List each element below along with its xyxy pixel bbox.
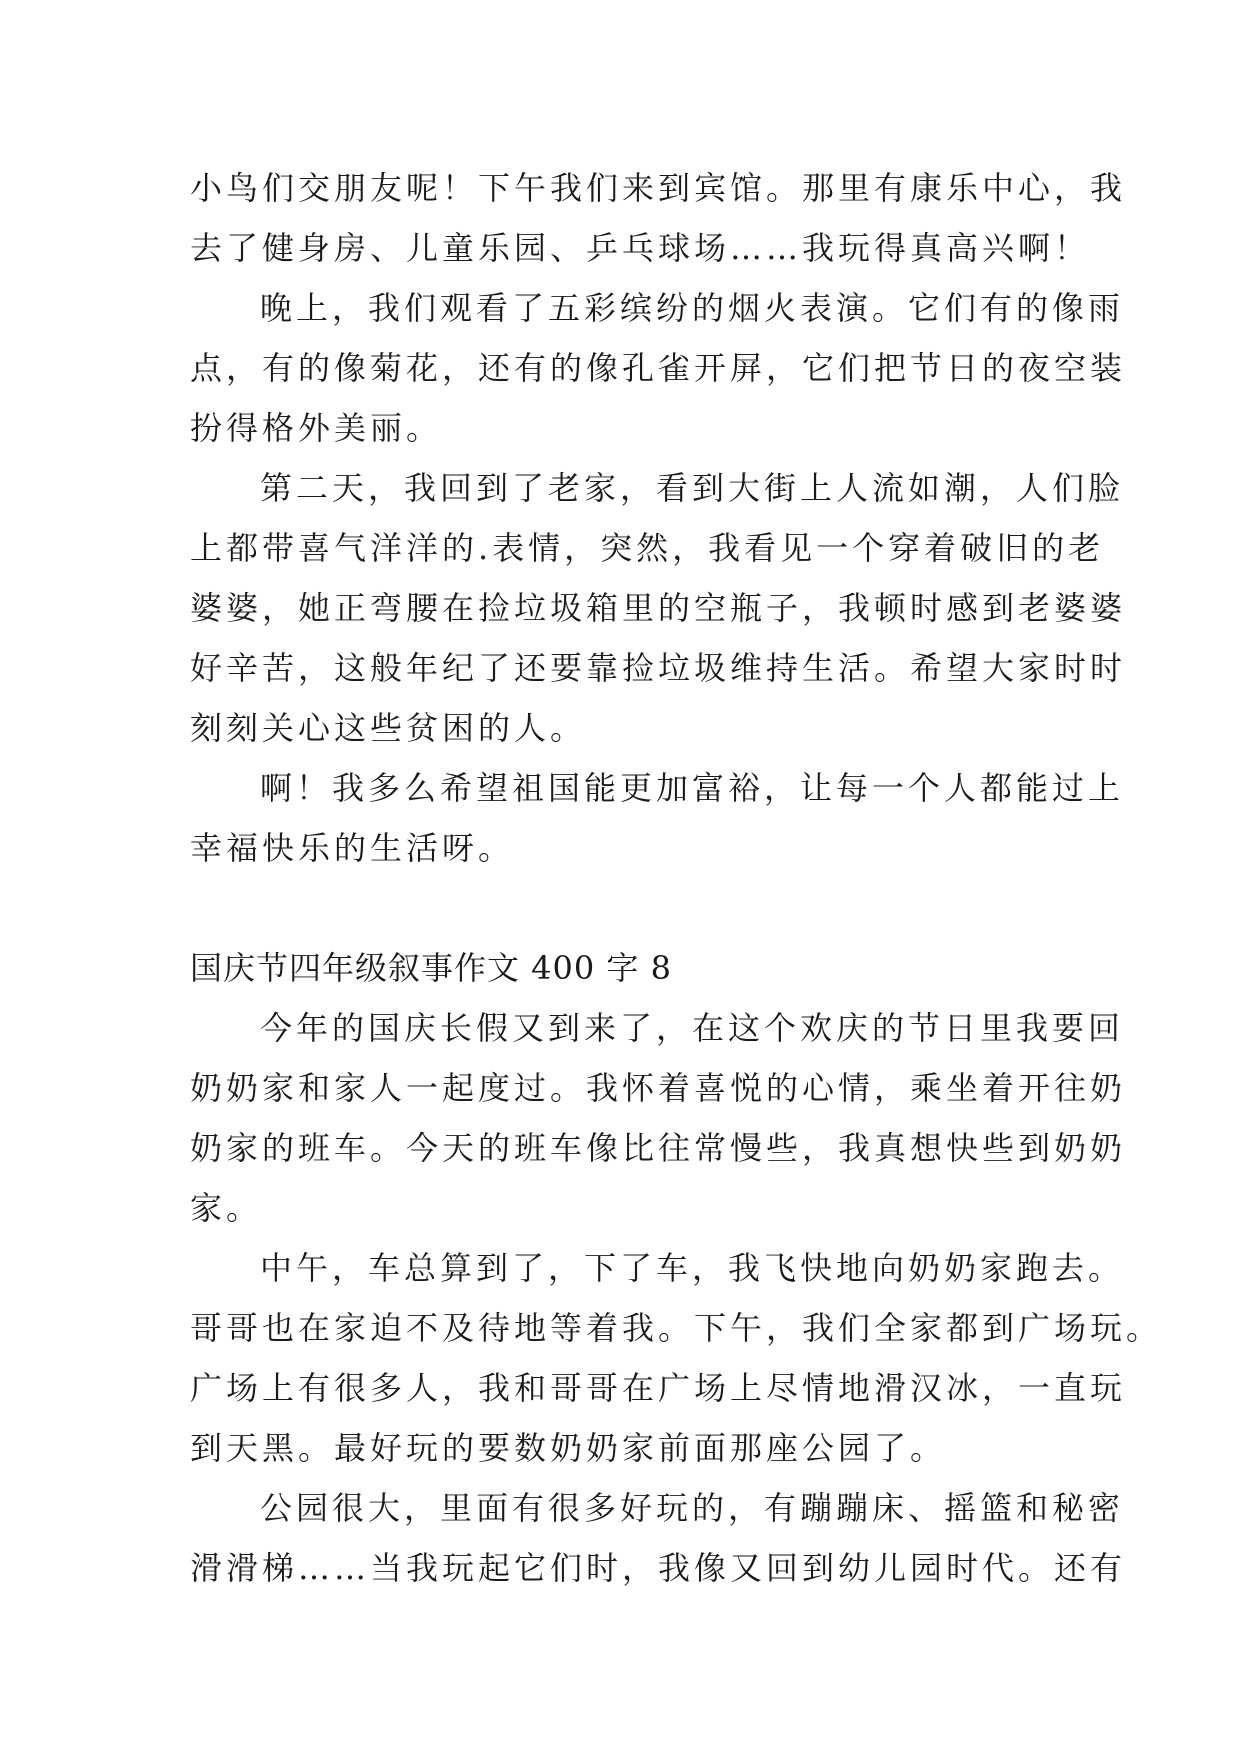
text-line: 晚上，我们观看了五彩缤纷的烟火表演。它们有的像雨 <box>260 289 1125 327</box>
text-line: 哥哥也在家迫不及待地等着我。下午，我们全家都到广场玩。 <box>190 1309 1163 1347</box>
text-line: 幸福快乐的生活呀。 <box>190 829 515 867</box>
document-body <box>190 158 1163 1598</box>
text-line: 今年的国庆长假又到来了，在这个欢庆的节日里我要回 <box>260 1009 1125 1047</box>
text-line: 第二天，我回到了老家，看到大街上人流如潮，人们脸 <box>260 469 1125 507</box>
paragraph <box>190 158 1127 278</box>
text-line: 啊！我多么希望祖国能更加富裕，让每一个人都能过上 <box>260 769 1125 807</box>
text-line: 滑滑梯……当我玩起它们时，我像又回到幼儿园时代。还有 <box>190 1549 1127 1587</box>
section-spacer <box>190 878 1060 938</box>
section-title: 国庆节四年级叙事作文 400 字 8 <box>190 949 672 987</box>
paragraph <box>190 998 1127 1238</box>
text-line: 奶奶家和家人一起度过。我怀着喜悦的心情，乘坐着开往奶 <box>190 1069 1127 1107</box>
text-line: 点，有的像菊花，还有的像孔雀开屏，它们把节日的夜空装 <box>190 349 1127 387</box>
text-line: 小鸟们交朋友呢！下午我们来到宾馆。那里有康乐中心，我 <box>190 169 1127 207</box>
text-line: 公园很大，里面有很多好玩的，有蹦蹦床、摇篮和秘密 <box>260 1489 1125 1527</box>
text-line: 奶家的班车。今天的班车像比往常慢些，我真想快些到奶奶 <box>190 1129 1127 1167</box>
paragraph <box>190 458 1127 758</box>
text-line: 到天黑。最好玩的要数奶奶家前面那座公园了。 <box>190 1429 947 1467</box>
paragraph <box>190 278 1127 458</box>
text-line: 扮得格外美丽。 <box>190 409 443 447</box>
paragraph <box>190 758 1125 878</box>
text-line: 好辛苦，这般年纪了还要靠捡垃圾维持生活。希望大家时时 <box>190 649 1127 687</box>
paragraph <box>190 1238 1163 1478</box>
text-line: 上都带喜气洋洋的.表情，突然，我看见一个穿着破旧的老 <box>190 529 1105 567</box>
text-line: 去了健身房、儿童乐园、乒乓球场……我玩得真高兴啊！ <box>190 229 1091 267</box>
text-line: 家。 <box>190 1189 263 1227</box>
text-line: 广场上有很多人，我和哥哥在广场上尽情地滑汉冰，一直玩 <box>190 1369 1127 1407</box>
text-line: 刻刻关心这些贫困的人。 <box>190 709 587 747</box>
text-line: 中午，车总算到了，下了车，我飞快地向奶奶家跑去。 <box>260 1249 1125 1287</box>
paragraph <box>190 1478 1127 1598</box>
text-line: 婆婆，她正弯腰在捡垃圾箱里的空瓶子，我顿时感到老婆婆 <box>190 589 1127 627</box>
